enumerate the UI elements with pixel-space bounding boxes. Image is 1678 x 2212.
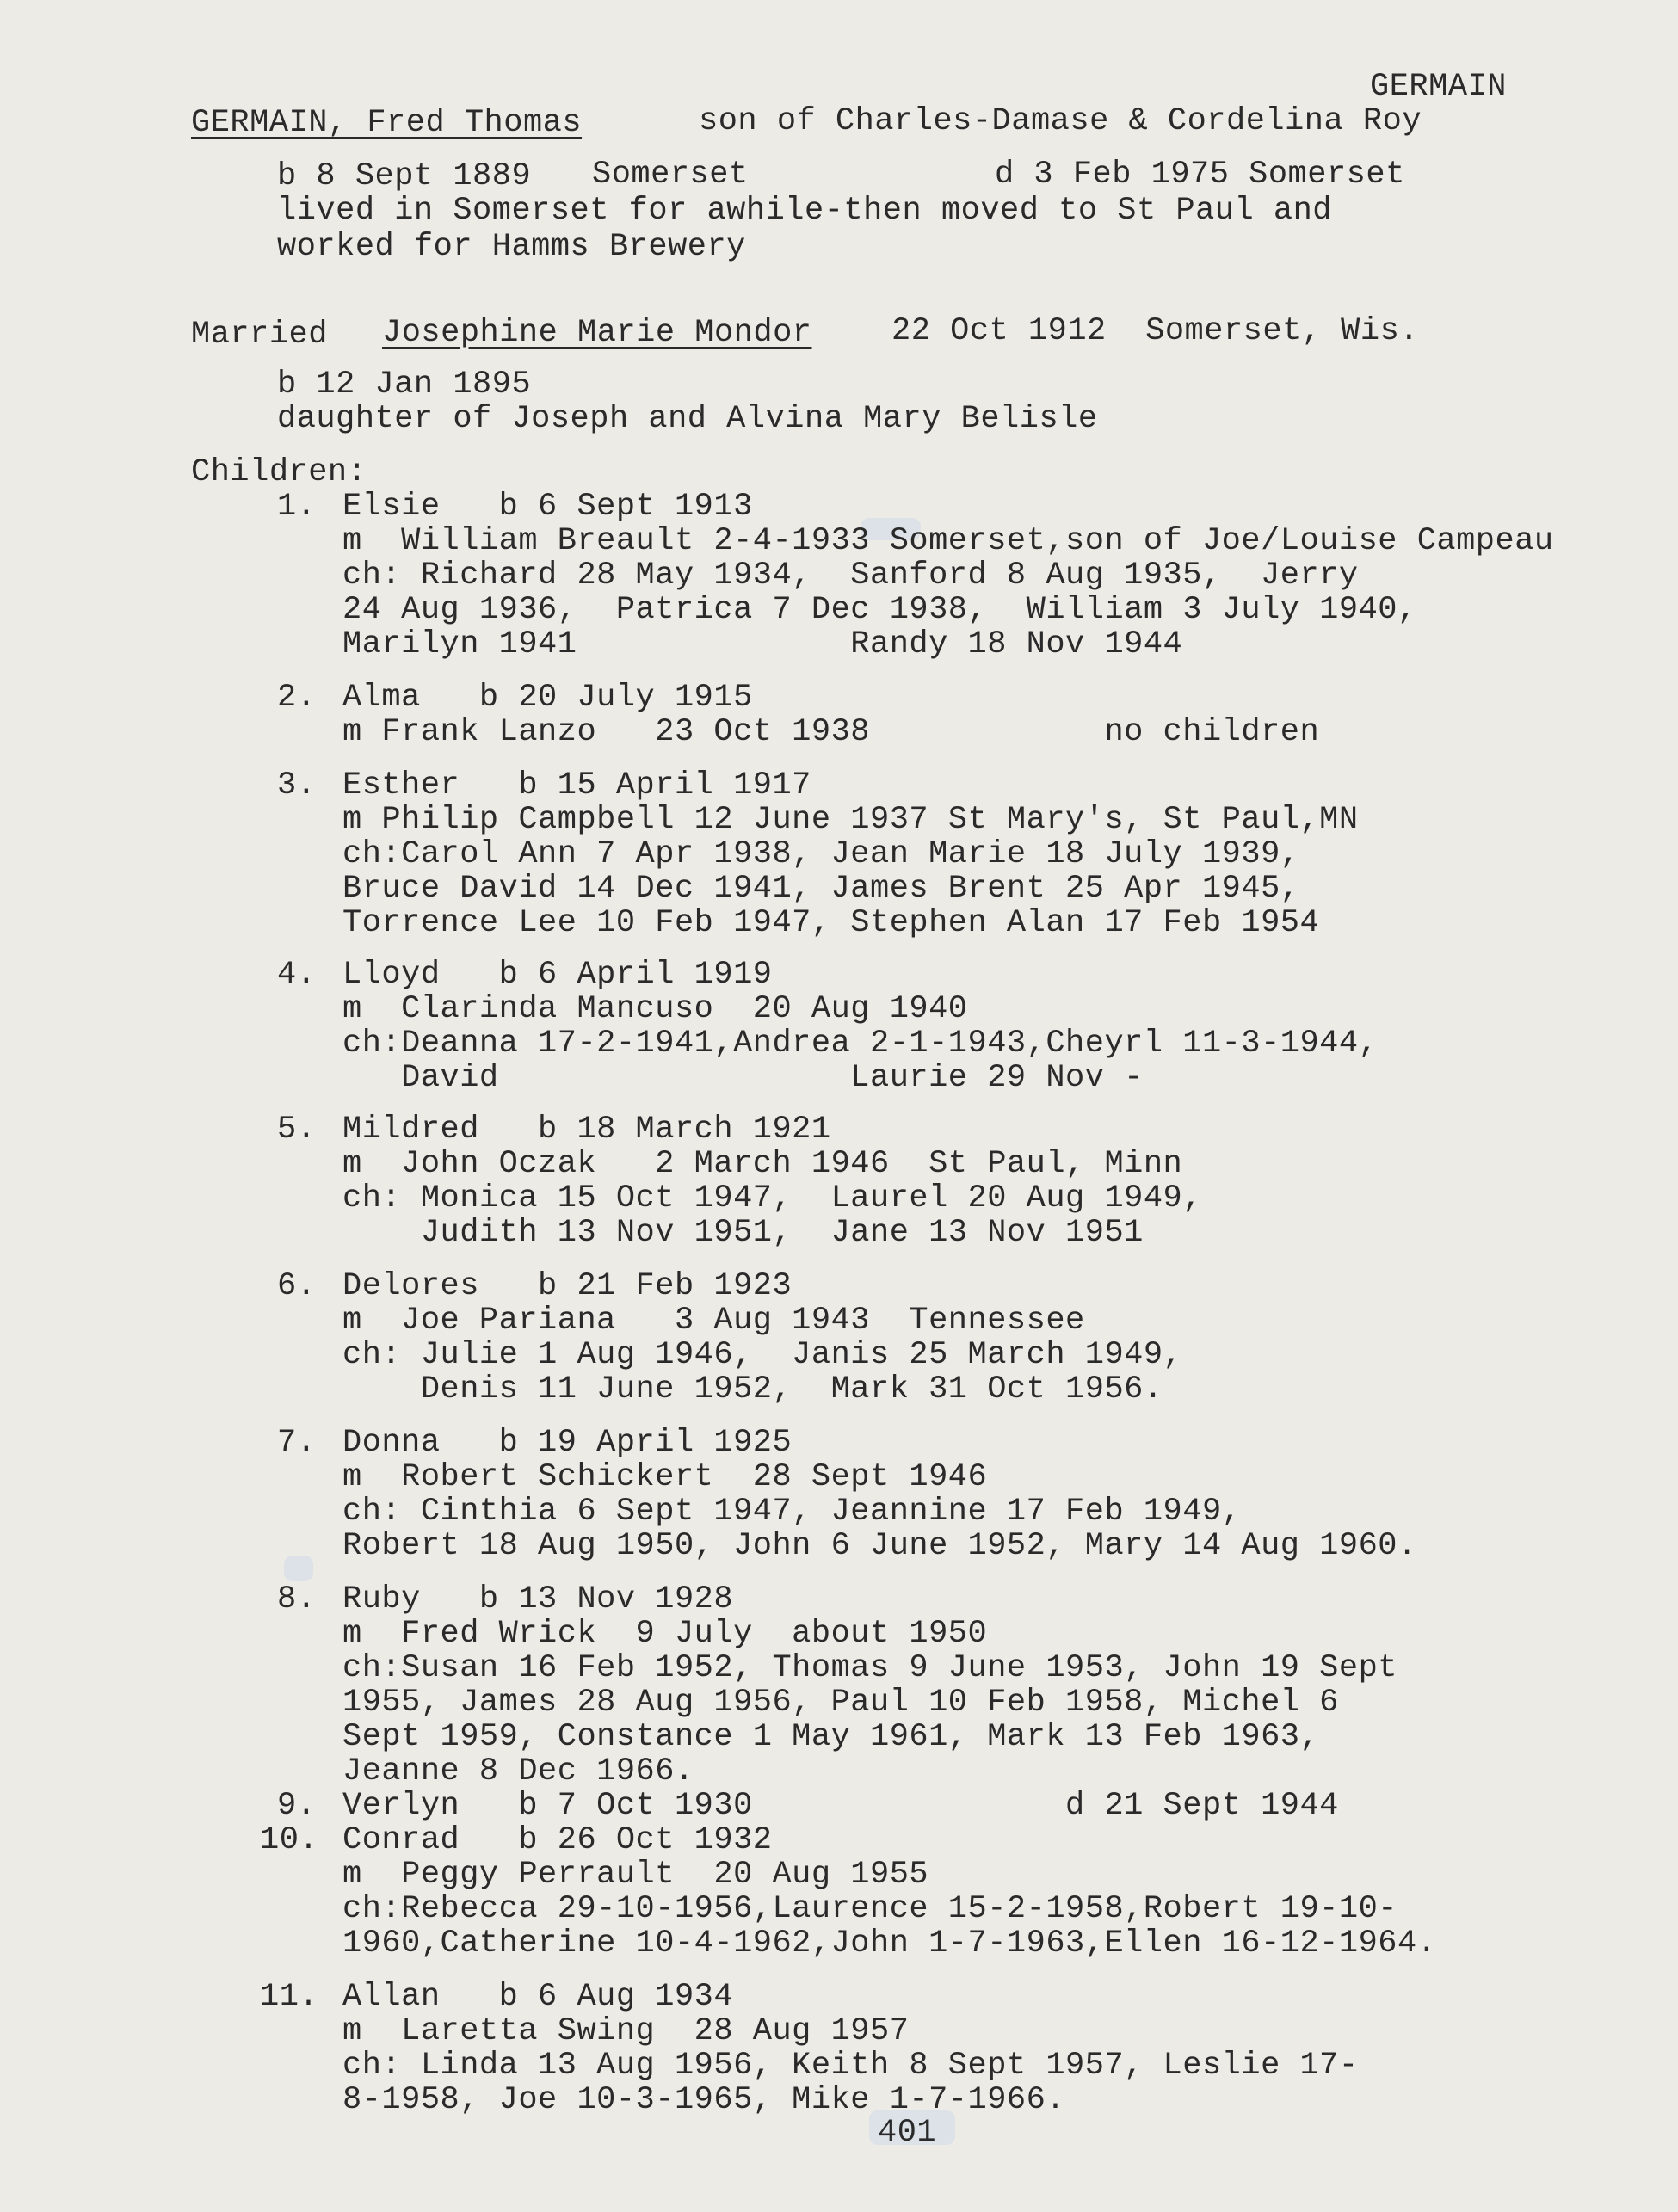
child-number: 6. [277,1268,317,1304]
child-line: Marilyn 1941 Randy 18 Nov 1944 [342,626,1183,662]
child-line: Conrad b 26 Oct 1932 [342,1822,773,1858]
married-label: Married [191,317,328,353]
spouse-parents: daughter of Joseph and Alvina Mary Belisle [277,401,1098,437]
child-line: 24 Aug 1936, Patrica 7 Dec 1938, William 3 July 1940, [342,592,1417,628]
subject-parents: son of Charles-Damase & Cordelina Roy [699,103,1422,139]
child-number: 9. [277,1788,317,1824]
child-line: m John Oczak 2 March 1946 St Paul, Minn [342,1146,1183,1182]
spouse-name: Josephine Marie Mondor [382,315,812,351]
child-line: ch:Susan 16 Feb 1952, Thomas 9 June 1953, John 19 Sept [342,1650,1397,1686]
child-number: 7. [277,1425,317,1461]
child-line: David Laurie 29 Nov - [342,1060,1144,1096]
child-line: m Laretta Swing 28 Aug 1957 [342,2013,910,2049]
subject-name: GERMAIN, Fred Thomas [191,105,583,141]
child-line: m Robert Schickert 28 Sept 1946 [342,1459,988,1495]
page-number: 401 [878,2115,937,2151]
child-line: Verlyn b 7 Oct 1930 d 21 Sept 1944 [342,1788,1339,1824]
child-line: Elsie b 6 Sept 1913 [342,489,753,525]
child-line: Mildred b 18 March 1921 [342,1112,831,1148]
children-label: Children: [191,454,367,490]
child-line: Donna b 19 April 1925 [342,1425,793,1461]
child-line: Delores b 21 Feb 1923 [342,1268,793,1304]
child-line: ch: Julie 1 Aug 1946, Janis 25 March 1949, [342,1337,1183,1373]
surname-tag: GERMAIN [1370,69,1507,105]
child-line: 1955, James 28 Aug 1956, Paul 10 Feb 1958, Michel 6 [342,1685,1339,1721]
child-number: 1. [277,489,317,525]
subject-birth-place: Somerset [592,157,749,193]
subject-note: worked for Hamms Brewery [277,229,746,265]
child-line: Robert 18 Aug 1950, John 6 June 1952, Mary 14 Aug 1960. [342,1528,1417,1564]
ink-smudge [284,1556,313,1581]
spouse-birth: b 12 Jan 1895 [277,367,532,403]
child-line: ch:Deanna 17-2-1941,Andrea 2-1-1943,Cheyrl 11-3-1944, [342,1026,1379,1062]
child-line: m William Breault 2-4-1933 Somerset,son of Joe/Louise Campeau [342,523,1554,559]
child-line: Torrence Lee 10 Feb 1947, Stephen Alan 17 Feb 1954 [342,905,1320,941]
child-number: 8. [277,1581,317,1617]
child-number: 3. [277,767,317,804]
subject-birth: b 8 Sept 1889 [277,158,532,194]
child-line: m Clarinda Mancuso 20 Aug 1940 [342,991,968,1027]
child-line: m Fred Wrick 9 July about 1950 [342,1616,988,1652]
child-line: m Joe Pariana 3 Aug 1943 Tennessee [342,1303,1085,1339]
subject-death: d 3 Feb 1975 Somerset [995,157,1405,193]
child-line: Esther b 15 April 1917 [342,767,811,804]
child-line: Allan b 6 Aug 1934 [342,1979,734,2015]
child-line: ch: Richard 28 May 1934, Sanford 8 Aug 1935, Jerry [342,558,1359,594]
child-line: Alma b 20 July 1915 [342,680,753,716]
child-line: 8-1958, Joe 10-3-1965, Mike 1-7-1966. [342,2082,1066,2118]
child-number: 5. [277,1112,317,1148]
child-line: ch:Rebecca 29-10-1956,Laurence 15-2-1958,Robert 19-10- [342,1891,1397,1927]
child-line: ch: Cinthia 6 Sept 1947, Jeannine 17 Feb 1949, [342,1494,1242,1530]
child-line: Ruby b 13 Nov 1928 [342,1581,734,1617]
child-line: Lloyd b 6 April 1919 [342,957,773,993]
child-number: 4. [277,957,317,993]
child-line: 1960,Catherine 10-4-1962,John 1-7-1963,Ellen 16-12-1964. [342,1925,1437,1962]
child-number: 11. [260,1979,319,2015]
marriage-date-place: 22 Oct 1912 Somerset, Wis. [891,313,1419,349]
child-line: m Philip Campbell 12 June 1937 St Mary's, St Paul,MN [342,802,1359,838]
child-line: Judith 13 Nov 1951, Jane 13 Nov 1951 [342,1215,1144,1251]
child-line: Denis 11 June 1952, Mark 31 Oct 1956. [342,1371,1163,1408]
child-line: Bruce David 14 Dec 1941, James Brent 25 Apr 1945, [342,871,1300,907]
subject-note: lived in Somerset for awhile-then moved to St Paul and [277,193,1332,229]
child-line: ch:Carol Ann 7 Apr 1938, Jean Marie 18 July 1939, [342,836,1300,872]
child-line: Sept 1959, Constance 1 May 1961, Mark 13 Feb 1963, [342,1719,1320,1755]
child-line: ch: Monica 15 Oct 1947, Laurel 20 Aug 1949, [342,1180,1202,1217]
child-number: 2. [277,680,317,716]
child-line: Jeanne 8 Dec 1966. [342,1753,694,1790]
child-line: ch: Linda 13 Aug 1956, Keith 8 Sept 1957, Leslie 17- [342,2048,1359,2084]
child-number: 10. [260,1822,319,1858]
child-line: m Frank Lanzo 23 Oct 1938 no children [342,714,1320,750]
child-line: m Peggy Perrault 20 Aug 1955 [342,1857,929,1893]
